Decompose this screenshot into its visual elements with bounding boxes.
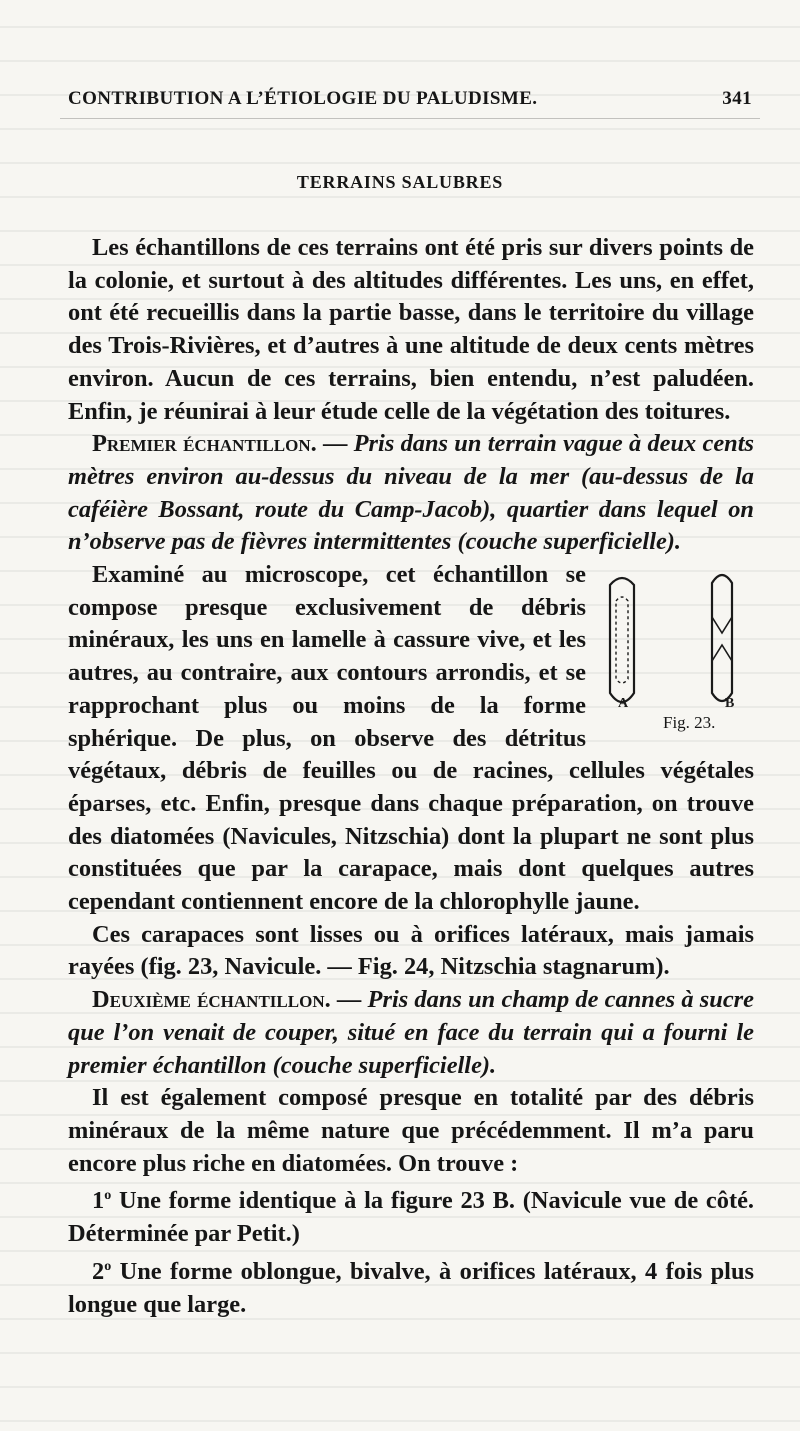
page-number: 341 bbox=[722, 88, 752, 109]
figure-caption: Fig. 23. bbox=[663, 713, 716, 733]
item2-number: 2 bbox=[92, 1257, 105, 1285]
sample2-item-2 bbox=[68, 1251, 754, 1321]
figure-label-a: A bbox=[618, 696, 629, 712]
intro-paragraph: Les échantillons de ces terrains ont été pris sur divers points de la colonie, et surtout à des altitudes différentes. Les uns, en effet, ont été recueillis dans la partie basse, dans le territoire du village des Trois-Rivières, et d’autres à une altitude de deux cents mètres environ. Aucun de ces terrains, bien entendu, n’est paludéen. Enfin, je réunirai à leur étude celle de la végétation des toitures. bbox=[68, 234, 754, 425]
sample1-description: Pris dans un terrain vague à deux cents mètres environ au-dessus du niveau de la mer (au-dessus de la caféière Bossant, route du Camp-Jacob), quartier dans lequel on n’observe pas de fièvres intermittentes (couche superficielle). bbox=[68, 430, 755, 556]
sample2-heading-paragraph bbox=[68, 984, 754, 1082]
body-text bbox=[68, 232, 754, 1321]
sample1-paragraph-1 bbox=[68, 559, 754, 919]
item2-text: Une forme oblongue, bivalve, à orifices latéraux, 4 fois plus longue que large. bbox=[68, 1257, 754, 1318]
sample2-paragraph-1: Il est également composé presque en totalité par des débris minéraux de la même nature que précédemment. Il m’a paru encore plus riche en diatomées. On trouve : bbox=[68, 1084, 754, 1177]
item1-text: Une forme identique à la figure 23 B. (Navicule vue de côté. Déterminée par Petit.) bbox=[68, 1187, 754, 1248]
sample1-dash: — bbox=[316, 430, 354, 458]
sample2-dash: — bbox=[330, 986, 368, 1014]
sample1-paragraph-1-text: Examiné au microscope, cet échantillon se compose presque exclusivement de débris minéraux, les uns en lamelle à cassure vive, et les autres, au contraire, aux contours arrondis, et se rapprochant plus ou moins de la forme sphérique. De plus, on observe des détritus végétaux, débris de feuilles ou de racines, cellules végétales éparses, etc. Enfin, presque dans chaque préparation, on trouve des diatomées (Navicules, Nitzschia) dont la plupart ne sont plus constituées que par la carapace, mais dont quelques autres cependant contiennent encore de la chlorophylle jaune. bbox=[68, 561, 754, 916]
sample2-heading: Deuxième échantillon. bbox=[92, 986, 331, 1014]
sample1-heading-paragraph bbox=[68, 428, 754, 559]
sample1-heading: Premier échantillon. bbox=[92, 430, 317, 458]
sample2-item-1 bbox=[68, 1180, 754, 1250]
figure-23 bbox=[594, 561, 754, 737]
figure-label-b: B bbox=[725, 696, 735, 712]
item1-number: 1 bbox=[92, 1187, 105, 1215]
item1-ordinal: o bbox=[104, 1188, 112, 1204]
diatom-a bbox=[610, 578, 634, 702]
header-rule bbox=[60, 118, 760, 119]
item2-ordinal: o bbox=[104, 1258, 112, 1274]
diatom-b bbox=[712, 575, 732, 701]
sample2-description: Pris dans un champ de cannes à sucre que l’on venait de couper, situé en face du terrain qui a fourni le premier échantillon (couche superficielle). bbox=[68, 986, 754, 1079]
section-title: TERRAINS SALUBRES bbox=[296, 172, 504, 192]
running-title: CONTRIBUTION A L’ÉTIOLOGIE DU PALUDISME. bbox=[68, 88, 538, 109]
sample1-paragraph-2: Ces carapaces sont lisses ou à orifices latéraux, mais jamais rayées (fig. 23, Navicule. — Fig. 24, Nitzschia stagnarum). bbox=[68, 920, 754, 981]
running-header bbox=[68, 88, 752, 110]
